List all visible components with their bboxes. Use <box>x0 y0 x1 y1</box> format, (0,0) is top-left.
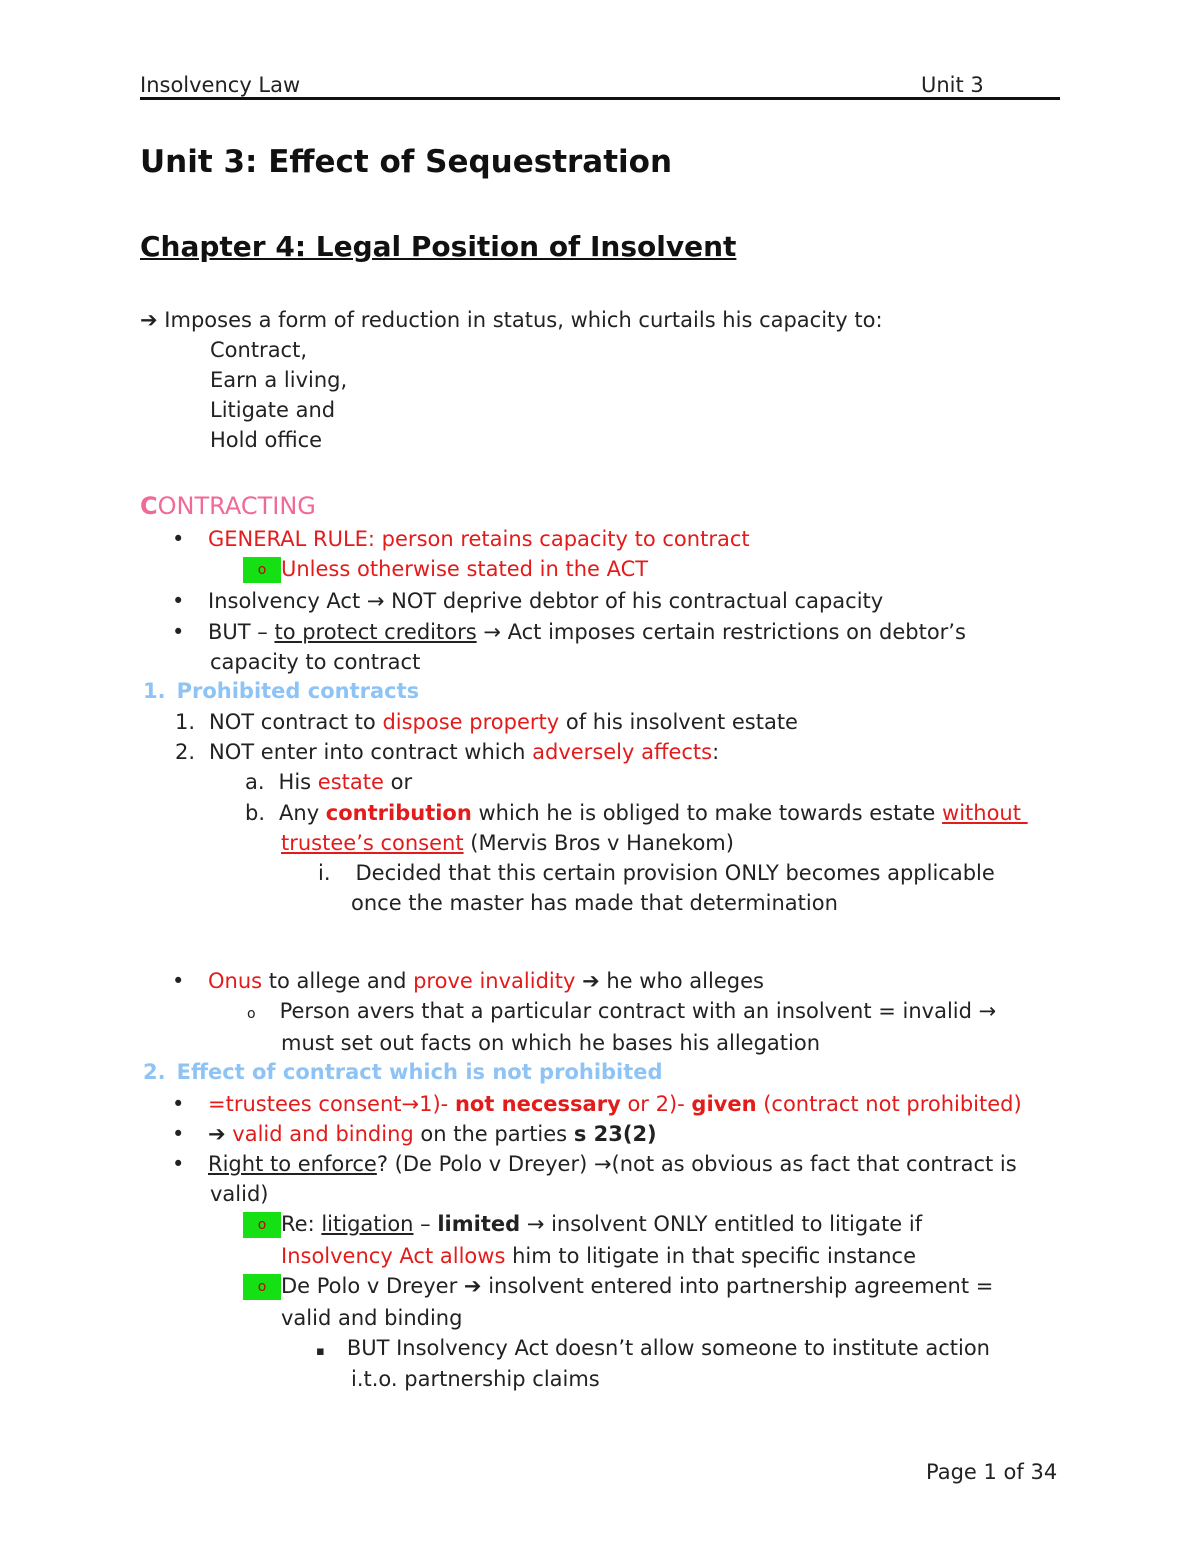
item-emphasis: trustee’s consent <box>281 831 464 855</box>
avers-continuation: must set out facts on which he bases his allegation <box>281 1031 821 1055</box>
avers-text: Person avers that a particular contract with an insolvent = invalid → <box>279 999 997 1023</box>
item-text: which he is obliged to make towards estate <box>471 801 943 825</box>
item-emphasis: dispose property <box>382 710 560 734</box>
bullet-icon: • <box>172 969 185 993</box>
intro-item: Contract, <box>210 338 308 362</box>
re-emphasis: limited <box>437 1212 521 1236</box>
item-text: Decided that this certain provision ONLY becomes applicable <box>355 861 995 885</box>
list-item <box>243 1209 922 1239</box>
bullet-icon: • <box>172 620 185 644</box>
re-underlined: litigation <box>321 1212 414 1236</box>
effect-text: or 2)- <box>620 1092 692 1116</box>
section-reference: s 23(2) <box>573 1122 657 1146</box>
list-item <box>243 554 648 584</box>
onus-emphasis: Onus <box>208 969 263 993</box>
item-emphasis: without <box>942 801 1028 825</box>
roman-item-continuation: once the master has made that determination <box>351 891 838 915</box>
list-item <box>247 996 996 1029</box>
but-continuation: capacity to contract <box>210 650 421 674</box>
square-continuation: i.t.o. partnership claims <box>351 1367 600 1391</box>
subsection-number: 1. <box>143 679 166 703</box>
arrow-icon: → <box>483 620 501 644</box>
act-text-b: NOT deprive debtor of his contractual capacity <box>384 589 884 613</box>
subsection-effect <box>143 1057 663 1087</box>
item-roman: i. <box>318 861 331 885</box>
effect-emphasis: valid and binding <box>225 1122 414 1146</box>
onus-text: to allege and <box>262 969 414 993</box>
roman-item <box>318 858 995 888</box>
heading-initial: C <box>140 492 158 520</box>
depolo-continuation: valid and binding <box>281 1306 463 1330</box>
effect-emphasis: not necessary <box>454 1092 621 1116</box>
but-text-a: BUT – <box>208 620 275 644</box>
effect-text: 1)- <box>419 1092 455 1116</box>
effect-text: =trustees consent <box>208 1092 402 1116</box>
list-item <box>172 586 883 616</box>
header-rule <box>140 97 1060 100</box>
arrow-icon: → <box>366 589 385 613</box>
item-text: of his insolvent estate <box>559 710 798 734</box>
sub-bullet-icon: o <box>247 1006 256 1022</box>
list-item <box>172 966 764 996</box>
intro-item: Hold office <box>210 428 323 452</box>
intro-item: Earn a living, <box>210 368 348 392</box>
bullet-icon: • <box>172 527 185 551</box>
depolo-text: De Polo v Dreyer <box>281 1274 464 1298</box>
item-text: Any <box>279 801 326 825</box>
bullet-icon: • <box>172 589 185 613</box>
effect-text: ? (De Polo v Dreyer) →(not as obvious as fact that contract is <box>376 1152 1017 1176</box>
item-emphasis: contribution <box>325 801 472 825</box>
square-bullet-icon: ▪ <box>316 1344 325 1359</box>
list-item <box>172 1149 1017 1179</box>
item-text: : <box>712 740 720 764</box>
numbered-item <box>175 707 798 737</box>
subsection-prohibited <box>143 676 419 706</box>
onus-text: he who alleges <box>599 969 764 993</box>
header-left: Insolvency Law <box>140 73 301 97</box>
item-emphasis: estate <box>317 770 384 794</box>
effect-text: on the parties <box>413 1122 574 1146</box>
effect-continuation: valid) <box>210 1182 269 1206</box>
highlighted-bullet-icon: o <box>243 557 281 583</box>
item-text: NOT enter into contract which <box>209 740 533 764</box>
bullet-icon: • <box>172 1152 185 1176</box>
subsection-title: Prohibited contracts <box>176 679 420 703</box>
square-text: BUT Insolvency Act doesn’t allow someone to institute action <box>346 1336 990 1360</box>
item-emphasis: adversely affects <box>532 740 713 764</box>
list-item <box>172 524 750 554</box>
re-continuation <box>281 1241 916 1271</box>
highlighted-bullet-icon: o <box>243 1212 281 1238</box>
header-right: Unit 3 <box>921 73 984 97</box>
list-item <box>172 1089 1022 1119</box>
item-letter: b. <box>245 801 266 825</box>
re-red: Insolvency Act allows <box>281 1244 506 1268</box>
subsection-title: Effect of contract which is not prohibited <box>176 1060 663 1084</box>
list-item <box>172 617 966 647</box>
case-citation: (Mervis Bros v Hanekom) <box>463 831 734 855</box>
onus-emphasis: prove invalidity <box>413 969 576 993</box>
item-text: NOT contract to <box>209 710 383 734</box>
act-text-a: Insolvency Act <box>208 589 367 613</box>
list-item <box>243 1271 993 1301</box>
chapter-heading: Chapter 4: Legal Position of Insolvent <box>140 230 737 263</box>
item-letter: a. <box>245 770 265 794</box>
item-text: or <box>383 770 413 794</box>
numbered-item <box>175 737 719 767</box>
page-number: Page 1 of 34 <box>926 1460 1058 1484</box>
intro-text: Imposes a form of reduction in status, which curtails his capacity to: <box>164 308 883 332</box>
heading-rest: ONTRACTING <box>157 492 316 520</box>
section-heading-contracting <box>140 490 316 522</box>
intro-line <box>140 305 883 335</box>
arrow-icon: → <box>401 1092 420 1116</box>
effect-emphasis: given <box>691 1092 757 1116</box>
re-text: – <box>413 1212 438 1236</box>
but-text-b: Act imposes certain restrictions on debtor’s <box>500 620 966 644</box>
highlighted-bullet-icon: o <box>243 1274 281 1300</box>
re-text: → insolvent ONLY entitled to litigate if <box>520 1212 923 1236</box>
list-item <box>172 1119 657 1149</box>
bullet-icon: • <box>172 1122 185 1146</box>
list-item <box>316 1333 990 1367</box>
general-rule: GENERAL RULE: person retains capacity to contract <box>208 527 750 551</box>
but-underlined: to protect creditors <box>274 620 477 644</box>
arrow-icon: ➔ <box>575 969 600 993</box>
effect-underlined: Right to enforce <box>208 1152 377 1176</box>
item-number: 1. <box>175 710 196 734</box>
arrow-icon: ➔ <box>463 1274 482 1298</box>
subsection-number: 2. <box>143 1060 166 1084</box>
lettered-item <box>245 767 412 797</box>
lettered-item <box>245 798 1028 828</box>
lettered-item-continuation <box>281 828 734 858</box>
depolo-text: insolvent entered into partnership agreement = <box>481 1274 994 1298</box>
unless-text: Unless otherwise stated in the ACT <box>281 557 649 581</box>
re-text: him to litigate in that specific instance <box>505 1244 916 1268</box>
arrow-icon: ➔ <box>208 1122 226 1146</box>
effect-text: (contract not prohibited) <box>756 1092 1022 1116</box>
page-title: Unit 3: Effect of Sequestration <box>140 144 673 180</box>
intro-item: Litigate and <box>210 398 336 422</box>
item-text: His <box>278 770 318 794</box>
bullet-icon: • <box>172 1092 185 1116</box>
item-number: 2. <box>175 740 196 764</box>
re-text: Re: <box>281 1212 322 1236</box>
arrow-icon: ➔ <box>140 308 158 332</box>
